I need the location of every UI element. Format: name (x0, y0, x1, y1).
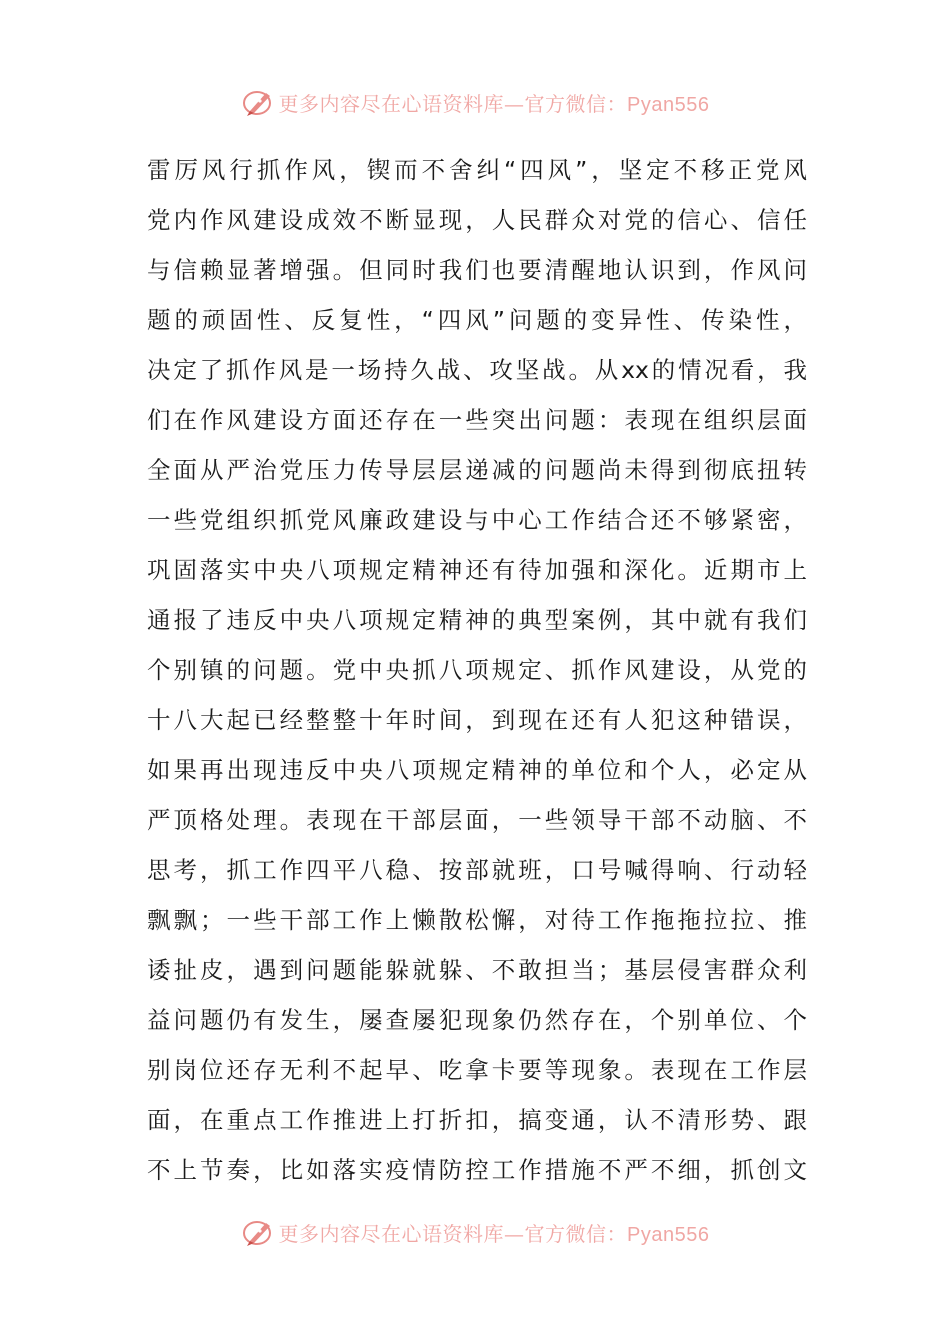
text-line: 雷厉风行抓作风，锲而不舍纠“四风”，坚定不移正党风 (147, 156, 807, 184)
text-line: 与信赖显著增强。但同时我们也要清醒地认识到，作风问 (147, 256, 807, 284)
watermark-header (0, 82, 950, 122)
text-line: 严顶格处理。表现在干部层面，一些领导干部不动脑、不 (147, 806, 807, 834)
watermark-footer (0, 1212, 950, 1252)
watermark-wechat-id: Pyan556 (627, 93, 710, 116)
text-line: 诿扯皮，遇到问题能躲就躲、不敢担当；基层侵害群众利 (147, 956, 807, 984)
text-line: 一些党组织抓党风廉政建设与中心工作结合还不够紧密， (147, 506, 807, 534)
watermark-text (279, 88, 710, 117)
watermark-text (279, 1218, 710, 1247)
text-line: 巩固落实中央八项规定精神还有待加强和深化。近期市上 (147, 556, 807, 584)
watermark-prefix: 更多内容尽在心语资料库—官方微信： (278, 91, 628, 116)
text-line: 党内作风建设成效不断显现，人民群众对党的信心、信任 (147, 206, 807, 234)
document-body (147, 145, 807, 1195)
pen-logo-icon (241, 84, 277, 120)
pen-logo-icon (241, 1214, 277, 1250)
text-line: 益问题仍有发生，屡查屡犯现象仍然存在，个别单位、个 (147, 1006, 807, 1034)
watermark-prefix: 更多内容尽在心语资料库—官方微信： (278, 1221, 628, 1246)
text-line: 面，在重点工作推进上打折扣，搞变通，认不清形势、跟 (147, 1106, 807, 1134)
text-line: 通报了违反中央八项规定精神的典型案例，其中就有我们 (147, 606, 807, 634)
text-line: 不上节奏，比如落实疫情防控工作措施不严不细，抓创文 (147, 1156, 807, 1184)
text-line: 们在作风建设方面还存在一些突出问题：表现在组织层面 (147, 406, 807, 434)
text-line: 题的顽固性、反复性，“四风”问题的变异性、传染性， (147, 306, 807, 334)
text-line: 决定了抓作风是一场持久战、攻坚战。从xx的情况看，我 (147, 356, 807, 384)
text-line: 个别镇的问题。党中央抓八项规定、抓作风建设，从党的 (147, 656, 807, 684)
text-line: 十八大起已经整整十年时间，到现在还有人犯这种错误， (147, 706, 807, 734)
text-line: 全面从严治党压力传导层层递减的问题尚未得到彻底扭转 (147, 456, 807, 484)
text-line: 飘飘；一些干部工作上懒散松懈，对待工作拖拖拉拉、推 (147, 906, 807, 934)
text-line: 别岗位还存无利不起早、吃拿卡要等现象。表现在工作层 (147, 1056, 807, 1084)
watermark-wechat-id: Pyan556 (627, 1223, 710, 1246)
text-line: 思考，抓工作四平八稳、按部就班，口号喊得响、行动轻 (147, 856, 807, 884)
text-line: 如果再出现违反中央八项规定精神的单位和个人，必定从 (147, 756, 807, 784)
